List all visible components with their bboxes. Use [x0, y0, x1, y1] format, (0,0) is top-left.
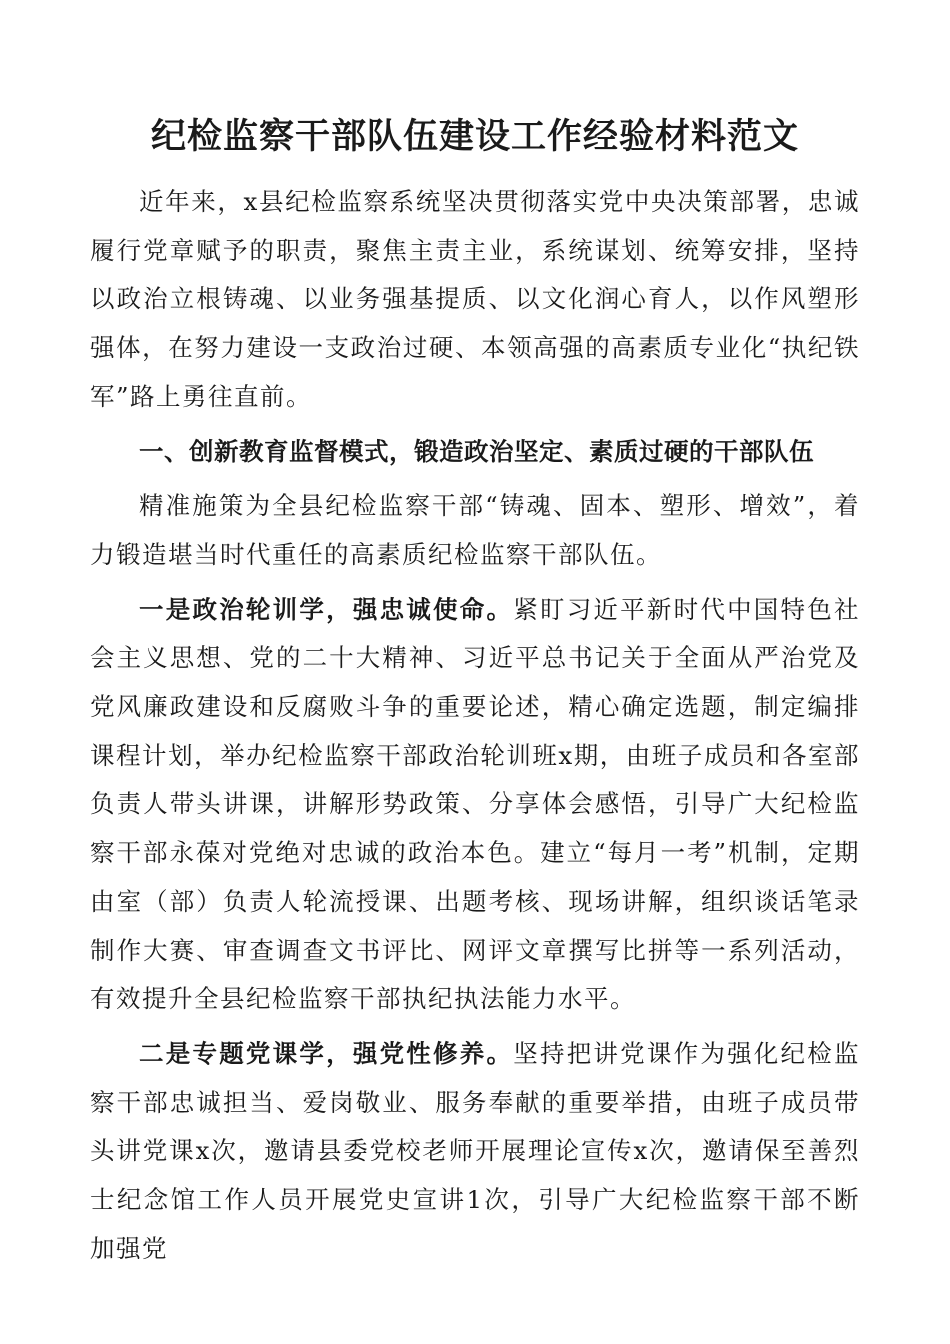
point-text-2: 坚持把讲党课作为强化纪检监察干部忠诚担当、爱岗敬业、服务奉献的重要举措，由班子成员带头讲党课x次，邀请县委党校老师开展理论宣传x次，邀请保至善烈士纪念馆工作人员开展党史宣讲1次，引导广大纪检监察干部不断加强党: [90, 1038, 861, 1263]
document-title: 纪检监察干部队伍建设工作经验材料范文: [150, 116, 799, 157]
document-body: [90, 178, 860, 1273]
section-intro-paragraph: 精准施策为全县纪检监察干部“铸魂、固本、塑形、增效”，着力锻造堪当时代重任的高素质纪检监察干部队伍。: [90, 491, 860, 569]
intro-paragraph: 近年来，x县纪检监察系统坚决贯彻落实党中央决策部署，忠诚履行党章赋予的职责，聚焦主责主业，系统谋划、统筹安排，坚持以政治立根铸魂、以业务强基提质、以文化润心育人，以作风塑形强体，在努力建设一支政治过硬、本领高强的高素质专业化“执纪铁军”路上勇往直前。: [90, 187, 860, 411]
point-paragraph-1: [90, 586, 860, 1024]
point-text-1: 紧盯习近平新时代中国特色社会主义思想、党的二十大精神、习近平总书记关于全面从严治党及党风廉政建设和反腐败斗争的重要论述，精心确定选题，制定编排课程计划，举办纪检监察干部政治轮训班x期，由班子成员和各室部负责人带头讲课，讲解形势政策、分享体会感悟，引导广大纪检监察干部永葆对党绝对忠诚的政治本色。建立“每月一考”机制，定期由室（部）负责人轮流授课、出题考核、现场讲解，组织谈话笔录制作大赛、审查调查文书评比、网评文章撰写比拼等一系列活动，有效提升全县纪检监察干部执纪执法能力水平。: [90, 594, 861, 1014]
point-lead-2: 二是专题党课学，强党性修养。: [139, 1038, 514, 1068]
section-heading-1: 一、创新教育监督模式，锻造政治坚定、素质过硬的干部队伍: [139, 436, 814, 466]
point-lead-1: 一是政治轮训学，强忠诚使命。: [139, 594, 514, 624]
point-paragraph-2: [90, 1030, 860, 1274]
